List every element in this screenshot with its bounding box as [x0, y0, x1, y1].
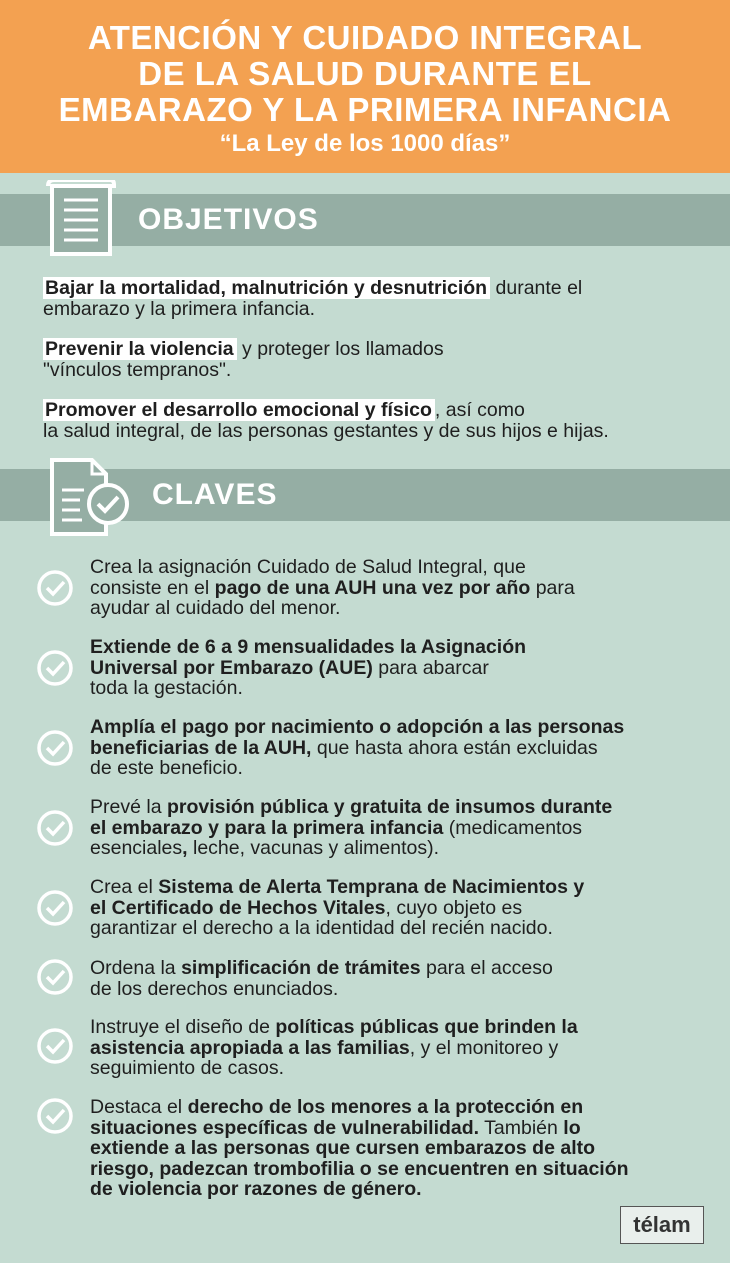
check-circle-icon	[36, 889, 74, 932]
check-circle-icon	[36, 569, 74, 612]
clave-6-text: Ordena la simplificación de trámites para el acceso de los derechos enunciados.	[90, 957, 553, 1000]
check-circle-icon	[36, 1097, 74, 1140]
clave-2-text: Extiende de 6 a 9 mensualidades la Asignación Universal por Embarazo (AUE) para abarcar toda la gestación.	[90, 636, 527, 699]
page-subtitle: “La Ley de los 1000 días”	[219, 130, 511, 157]
objetivo-item-3: Promover el desarrollo emocional y físico , así como la salud integral, de las personas gestantes y de sus hijos e hijas.	[43, 399, 609, 442]
clave-4-text: Prevé la provisión pública y gratuita de insumos durante el embarazo y para la primera infancia (medicamentos esenciales, leche, vacunas y alimentos).	[90, 796, 613, 859]
check-circle-icon	[36, 649, 74, 692]
clave-3-text: Amplía el pago por nacimiento o adopción a las personas beneficiarias de la AUH, que hasta ahora están excluidas de este beneficio.	[90, 716, 625, 779]
check-circle-icon	[36, 1027, 74, 1070]
objetivo-item-1: Bajar la mortalidad, malnutrición y desnutrición durante el embarazo y la primera infancia.	[43, 277, 583, 320]
page-title	[0, 20, 730, 128]
document-scroll-icon	[44, 180, 116, 261]
check-circle-icon	[36, 958, 74, 1001]
telam-logo: télam	[620, 1206, 704, 1244]
title-line-1: ATENCIÓN Y CUIDADO INTEGRAL	[87, 19, 643, 56]
clave-5-text: Crea el Sistema de Alerta Temprana de Nacimientos y el Certificado de Hechos Vitales, cuyo objeto es garantizar el derecho a la identidad del recién nacido.	[90, 876, 585, 939]
clave-7-text: Instruye el diseño de políticas públicas que brinden la asistencia apropiada a las familias, y el monitoreo y seguimiento de casos.	[90, 1016, 578, 1079]
objetivos-title: OBJETIVOS	[138, 203, 319, 236]
objetivo-1-highlight: Bajar la mortalidad, malnutrición y desnutrición	[43, 277, 490, 299]
objetivo-2-highlight: Prevenir la violencia	[43, 338, 237, 360]
title-line-3: EMBARAZO Y LA PRIMERA INFANCIA	[58, 91, 672, 128]
check-circle-icon	[36, 729, 74, 772]
objetivo-item-2: Prevenir la violencia y proteger los llamados "vínculos tempranos".	[43, 338, 444, 381]
clave-1-text: Crea la asignación Cuidado de Salud Integral, que consiste en el pago de una AUH una vez por año para ayudar al cuidado del menor.	[90, 556, 575, 619]
claves-title: CLAVES	[152, 478, 278, 511]
check-circle-icon	[36, 809, 74, 852]
objetivo-3-highlight: Promover el desarrollo emocional y físico	[43, 399, 435, 421]
header-banner	[0, 0, 730, 173]
clave-8-text: Destaca el derecho de los menores a la protección en situaciones específicas de vulnerabilidad. También lo extiende a las personas que cursen embarazos de alto riesgo, padezcan trombofilia o se encuentren en situación de violencia por razones de género.	[90, 1096, 629, 1200]
title-line-2: DE LA SALUD DURANTE EL	[138, 55, 592, 92]
document-check-icon	[48, 458, 132, 543]
